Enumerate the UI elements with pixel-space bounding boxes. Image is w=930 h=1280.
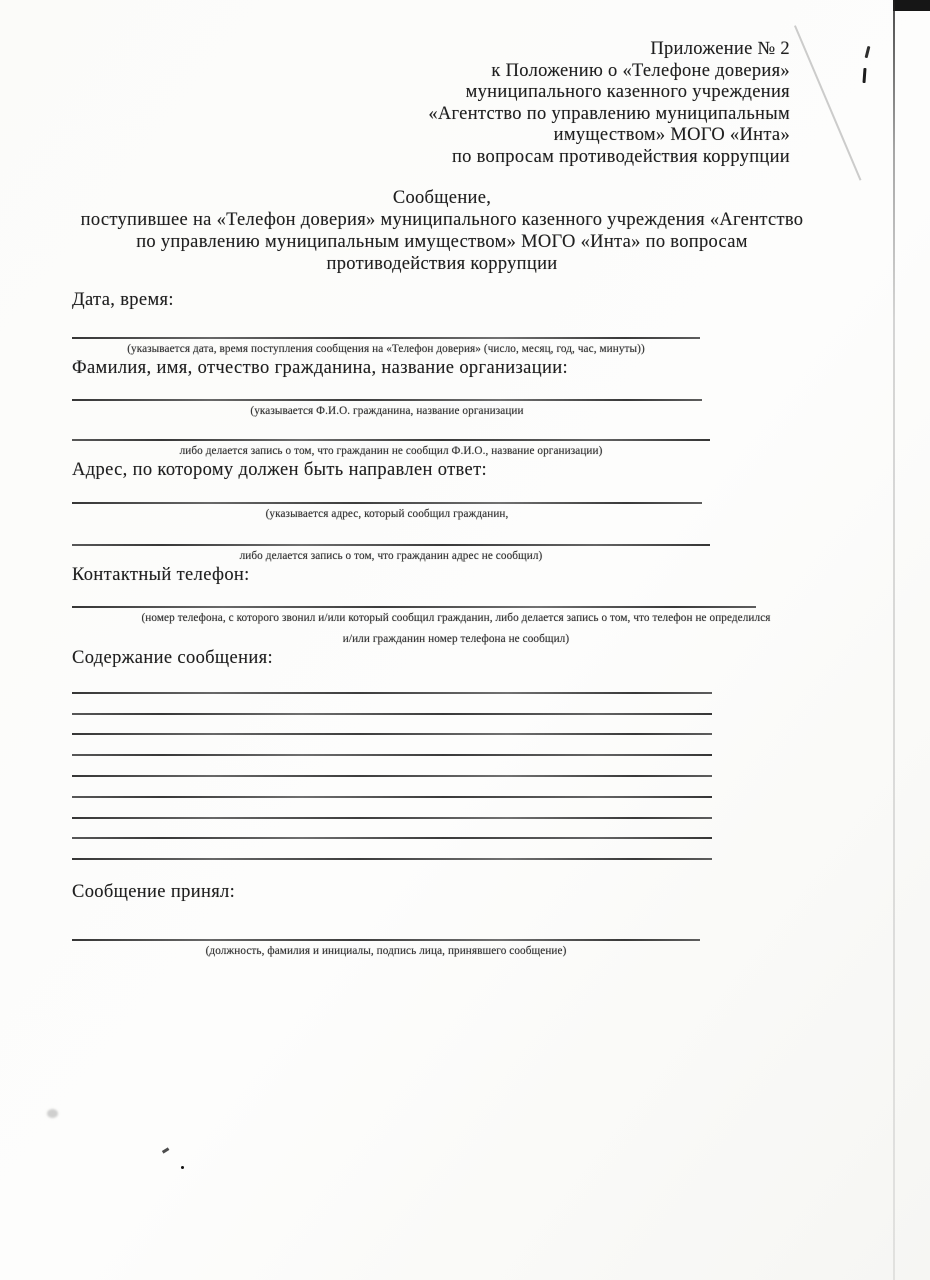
ruled-line <box>72 817 712 819</box>
appendix-header-line: имуществом» МОГО «Инта» <box>553 125 790 146</box>
appendix-header-line: «Агентство по управлению муниципальным <box>428 103 790 124</box>
document-title-line: поступившее на «Телефон доверия» муниципального казенного учреждения «Агентство <box>80 210 804 230</box>
ink-dot-artifact <box>181 1166 184 1169</box>
appendix-header-line: Приложение № 2 <box>650 39 790 59</box>
field-caption: (указывается адрес, который сообщил гражданин, <box>265 508 509 520</box>
field-caption-line: и/или гражданин номер телефона не сообщил) <box>342 633 570 645</box>
field-caption: (указывается Ф.И.О. гражданина, название организации <box>250 405 524 417</box>
ink-mark-artifact <box>862 68 866 83</box>
ruled-line <box>72 754 712 756</box>
field-label: Сообщение принял: <box>72 882 236 902</box>
ink-mark-artifact <box>162 1147 169 1153</box>
field-label: Адрес, по которому должен быть направлен ответ: <box>72 460 488 480</box>
document-title-line: Сообщение, <box>392 188 492 208</box>
ruled-line <box>72 837 712 839</box>
appendix-header-line: к Положению о «Телефоне доверия» <box>491 60 790 81</box>
ruled-line <box>72 692 712 694</box>
field-caption <box>72 608 840 650</box>
field-caption: (указывается дата, время поступления сообщения на «Телефон доверия» (число, месяц, год, час, минуты)) <box>127 343 645 355</box>
ruled-line <box>72 713 712 715</box>
field-caption-line: (номер телефона, с которого звонил и/или который сообщил гражданин, либо делается запись о том, что телефон не определился <box>141 612 771 624</box>
ruled-line <box>72 858 712 860</box>
document-title-line: по управлению муниципальным имуществом» МОГО «Инта» по вопросам <box>136 232 748 252</box>
scan-vertical-line-artifact <box>893 0 895 1280</box>
field-caption: либо делается запись о том, что гражданин адрес не сообщил) <box>239 550 543 562</box>
appendix-header-line: по вопросам противодействия коррупции <box>451 146 790 167</box>
field-label: Дата, время: <box>72 290 174 310</box>
field-caption: (должность, фамилия и инициалы, подпись лица, принявшего сообщение) <box>205 945 567 957</box>
document-title <box>72 187 812 275</box>
field-caption: либо делается запись о том, что гражданин не сообщил Ф.И.О., название организации) <box>179 445 603 457</box>
field-label: Фамилия, имя, отчество гражданина, название организации: <box>72 358 568 378</box>
ruled-line <box>72 796 712 798</box>
smudge-artifact <box>47 1109 58 1118</box>
document-title-line: противодействия коррупции <box>326 254 558 274</box>
field-label: Контактный телефон: <box>72 565 250 585</box>
ink-mark-artifact <box>865 46 870 58</box>
appendix-header <box>250 39 790 169</box>
field-label: Содержание сообщения: <box>72 648 273 668</box>
ruled-line <box>72 775 712 777</box>
scan-edge-artifact <box>893 0 930 11</box>
appendix-header-line: муниципального казенного учреждения <box>465 82 790 103</box>
scan-diagonal-crease-artifact <box>794 25 861 180</box>
ruled-line <box>72 733 712 735</box>
